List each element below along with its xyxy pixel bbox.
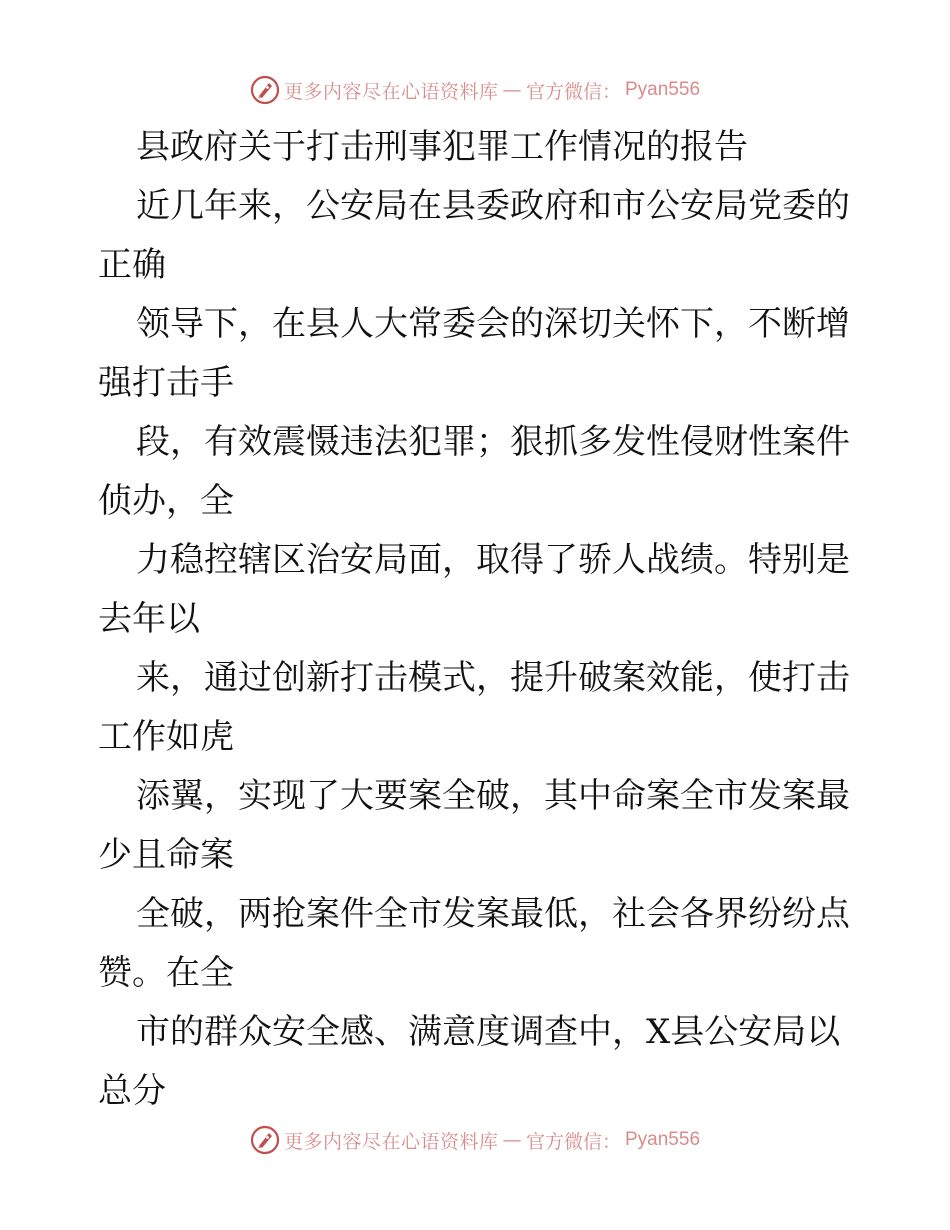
header-banner: [0, 70, 950, 110]
document-body: [98, 118, 858, 1121]
banner-wechat-label: 官方微信：: [525, 80, 621, 103]
text-line: 强打击手: [98, 363, 234, 403]
text-line: 正确: [98, 245, 166, 285]
text-line: 近几年来，公安局在县委政府和市公安局党委的: [136, 186, 850, 226]
text-line: 领导下，在县人大常委会的深切关怀下，不断增: [136, 304, 850, 344]
text-line: 来，通过创新打击模式，提升破案效能，使打击: [136, 658, 850, 698]
banner-wechat-id: Pyan556: [625, 1129, 701, 1150]
text-line: 添翼，实现了大要案全破，其中命案全市发案最: [136, 776, 850, 816]
banner-separator: —: [502, 79, 522, 101]
text-line: 赞。在全: [98, 953, 234, 993]
text-line: 工作如虎: [98, 717, 234, 757]
text-line: 全破，两抢案件全市发案最低，社会各界纷纷点: [136, 894, 850, 934]
pen-nib-logo-icon: [250, 1125, 280, 1155]
banner-wechat-label: 官方微信：: [525, 1130, 621, 1153]
document-title: 县政府关于打击刑事犯罪工作情况的报告: [136, 127, 748, 167]
footer-banner-content: [250, 1125, 700, 1155]
banner-wechat-id: Pyan556: [625, 79, 701, 100]
text-line: 去年以: [98, 599, 200, 639]
footer-banner: [0, 1120, 950, 1160]
text-line: 少且命案: [98, 835, 234, 875]
header-banner-content: [250, 75, 700, 105]
text-line: 市的群众安全感、满意度调查中，X县公安局以: [136, 1012, 841, 1052]
banner-slogan: 更多内容尽在心语资料库: [283, 1130, 499, 1153]
text-line: 段，有效震慑违法犯罪；狠抓多发性侵财性案件: [136, 422, 850, 462]
banner-slogan: 更多内容尽在心语资料库: [283, 80, 499, 103]
pen-nib-logo-icon: [250, 75, 280, 105]
text-line: 力稳控辖区治安局面，取得了骄人战绩。特别是: [136, 540, 850, 580]
text-line: 侦办，全: [98, 481, 234, 521]
banner-separator: —: [502, 1129, 522, 1151]
text-line: 总分: [98, 1071, 166, 1111]
